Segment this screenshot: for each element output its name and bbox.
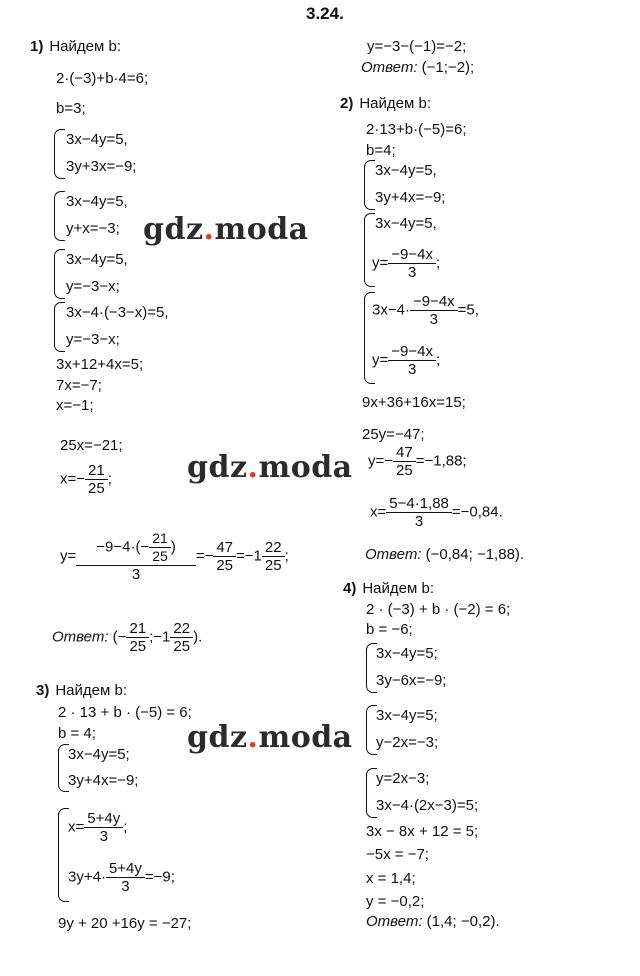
watermark: gdz.moda xyxy=(187,450,353,485)
part4-answer: Ответ: (1,4; −0,2). xyxy=(366,913,500,930)
part1-line: x=−1; xyxy=(56,397,94,414)
part2-system-line: 3x−4y=5, xyxy=(375,162,437,179)
part4-system-line: y−2x=−3; xyxy=(376,734,439,751)
part1-x-fraction-line: x=− $\frac{21}{25}$ ; xyxy=(60,462,112,497)
part2-line: 25y=−47; xyxy=(362,426,425,443)
part4-system-line: y=2x−3; xyxy=(376,770,430,787)
part4-system-line: 3x−4y=5; xyxy=(376,645,438,662)
part2-top-line: y=−3−(−1)=−2; xyxy=(367,38,467,55)
part4-line: y = −0,2; xyxy=(366,893,425,910)
part4-heading: 4) Найдем b: xyxy=(343,580,434,597)
part2-system-line: y= $\frac{-9-4x}{3}$ ; xyxy=(372,343,441,378)
part1-system-line: 3y+3x=−9; xyxy=(66,158,137,175)
part4-system-line: 3x−4y=5; xyxy=(376,707,438,724)
problem-title: 3.24. xyxy=(306,4,344,23)
part2-line: y=− $\frac{47}{25}$ =−1,88; xyxy=(368,444,467,479)
part1-line: 7x=−7; xyxy=(56,377,102,394)
system-brace xyxy=(54,129,65,179)
part2-system-line: y= $\frac{-9-4x}{3}$ ; xyxy=(372,246,441,281)
part1-answer: Ответ: (− $\frac{21}{25}$ ;−1 $\frac{22}{25}$ ). xyxy=(52,620,203,655)
part2-line: 2·13+b·(−5)=6; xyxy=(366,121,467,138)
part1-system-line: y=−3−x; xyxy=(66,331,120,348)
part4-system-line: 3y−6x=−9; xyxy=(376,672,447,689)
part4-line: 2 · (−3) + b · (−2) = 6; xyxy=(366,601,511,618)
system-brace xyxy=(54,191,65,241)
part1-system-line: y+x=−3; xyxy=(66,220,120,237)
part2-top-answer: Ответ: (−1;−2); xyxy=(361,59,475,76)
part2-system-line: 3y+4x=−9; xyxy=(375,189,446,206)
part1-system-line: 3x−4y=5, xyxy=(66,131,128,148)
part3-line: 2 · 13 + b · (−5) = 6; xyxy=(58,704,192,721)
part2-system-line: 3x−4y=5, xyxy=(375,215,437,232)
part1-system-line: y=−3−x; xyxy=(66,278,120,295)
part1-line: 3x+12+4x=5; xyxy=(56,356,144,373)
part1-line: 2·(−3)+b·4=6; xyxy=(56,70,149,87)
part3-heading: 3) Найдем b: xyxy=(36,682,127,699)
part1-system-line: 3x−4y=5, xyxy=(66,193,128,210)
part3-system-line: 3y+4x=−9; xyxy=(68,772,139,789)
watermark: gdz.moda xyxy=(143,212,309,247)
part3-system-line: x= $\frac{5+4y}{3}$ ; xyxy=(68,810,128,845)
part4-line: 3x − 8x + 12 = 5; xyxy=(366,823,479,840)
part2-system-line: 3x−4· $\frac{-9-4x}{3}$ =5, xyxy=(372,293,479,328)
part4-line: x = 1,4; xyxy=(366,870,416,887)
system-brace xyxy=(54,302,65,352)
part1-line: b=3; xyxy=(56,100,86,117)
part2-line: 9x+36+16x=15; xyxy=(362,394,466,411)
part2-heading: 2) Найдем b: xyxy=(340,95,431,112)
part3-line: 9y + 20 +16y = −27; xyxy=(58,915,192,932)
part4-line: −5x = −7; xyxy=(366,846,429,863)
part1-line: 25x=−21; xyxy=(60,437,123,454)
part2-line: x= $\frac{5-4\cdot 1,88}{3}$ =−0,84. xyxy=(370,495,503,530)
part3-system-line: 3x−4y=5; xyxy=(68,746,130,763)
part2-answer: Ответ: (−0,84; −1,88). xyxy=(365,546,525,563)
part1-y-formula: y= −9−4·(− $\frac{21}{25}$ ) 3 =− $\frac{47}{25}$ =−1 $\frac{22}{25}$ ; xyxy=(60,530,289,583)
part1-heading: 1) Найдем b: xyxy=(30,38,121,55)
watermark: gdz.moda xyxy=(187,720,353,755)
part3-line: b = 4; xyxy=(58,725,96,742)
part2-line: b=4; xyxy=(366,142,396,159)
system-brace xyxy=(54,249,65,299)
part4-line: b = −6; xyxy=(366,621,413,638)
part1-system-line: 3x−4y=5, xyxy=(66,251,128,268)
part4-system-line: 3x−4·(2x−3)=5; xyxy=(376,797,479,814)
system-brace xyxy=(364,160,375,210)
part3-system-line: 3y+4· $\frac{5+4y}{3}$ =−9; xyxy=(68,860,175,895)
part1-system-line: 3x−4·(−3−x)=5, xyxy=(66,304,169,321)
